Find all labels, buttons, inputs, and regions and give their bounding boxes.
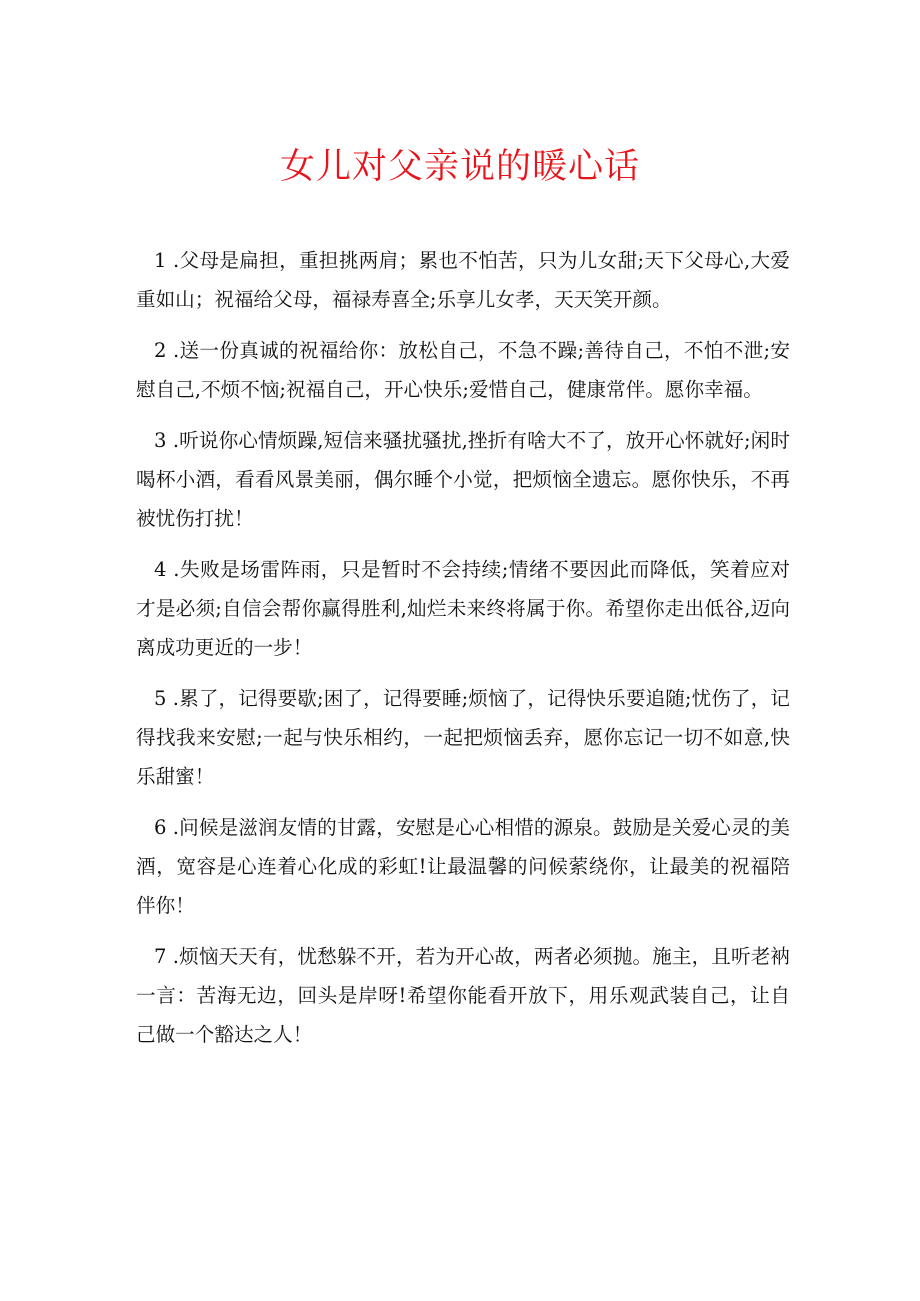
paragraph-7: 7 .烦恼天天有，忧愁躲不开，若为开心故，两者必须抛。施主，且听老衲一言：苦海无边，回头是岸呀!希望你能看开放下，用乐观武装自己，让自己做一个豁达之人！ bbox=[136, 945, 790, 1046]
paragraph-1: 1 .父母是扁担，重担挑两肩；累也不怕苦，只为儿女甜;天下父母心,大爱重如山；祝福给父母，福禄寿喜全;乐享儿女孝，天天笑开颜。 bbox=[136, 249, 790, 311]
paragraph-6: 6 .问候是滋润友情的甘露，安慰是心心相惜的源泉。鼓励是关爱心灵的美酒，宽容是心连着心化成的彩虹!让最温馨的问候萦绕你，让最美的祝福陪伴你！ bbox=[136, 816, 790, 917]
document-title: 女儿对父亲说的暖心话 bbox=[279, 147, 640, 187]
document-body bbox=[136, 241, 790, 1066]
paragraph-2: 2 .送一份真诚的祝福给你：放松自己，不急不躁;善待自己，不怕不泄;安慰自己,不烦不恼;祝福自己，开心快乐;爱惜自己，健康常伴。愿你幸福。 bbox=[136, 339, 790, 401]
paragraph-3: 3 .听说你心情烦躁,短信来骚扰骚扰,挫折有啥大不了，放开心怀就好;闲时喝杯小酒，看看风景美丽，偶尔睡个小觉，把烦恼全遗忘。愿你快乐，不再被忧伤打扰！ bbox=[136, 429, 790, 530]
paragraph-4: 4 .失败是场雷阵雨，只是暂时不会持续;情绪不要因此而降低，笑着应对才是必须;自信会帮你赢得胜利,灿烂未来终将属于你。希望你走出低谷,迈向离成功更近的一步！ bbox=[136, 558, 790, 659]
paragraph-5: 5 .累了，记得要歇;困了，记得要睡;烦恼了，记得快乐要追随;忧伤了，记得找我来安慰;一起与快乐相约，一起把烦恼丢弃，愿你忘记一切不如意,快乐甜蜜！ bbox=[136, 687, 790, 788]
